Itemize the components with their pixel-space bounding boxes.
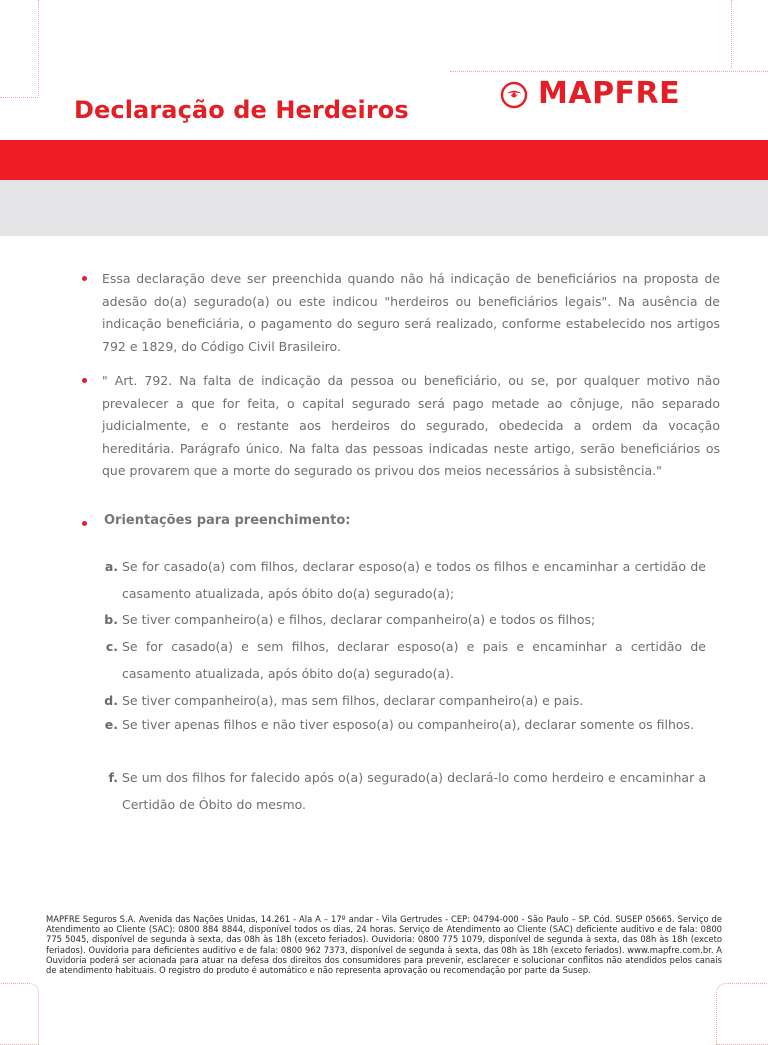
header-grey-band — [0, 180, 768, 236]
instruction-text: Se tiver companheiro(a) e filhos, declarar companheiro(a) e todos os filhos; — [122, 612, 596, 627]
instruction-letter: f. — [108, 770, 118, 785]
instruction-text: Se tiver apenas filhos e não tiver esposo(a) ou companheiro(a), declarar somente os filhos. — [122, 717, 695, 732]
instruction-letter: c. — [105, 639, 118, 654]
instruction-item-b — [96, 607, 706, 634]
instructions-title: Orientações para preenchimento: — [104, 513, 351, 528]
instruction-text: Se um dos filhos for falecido após o(a) segurado(a) declará-lo como herdeiro e encaminhar a Certidão de Óbito do mesmo. — [122, 770, 706, 812]
legal-footer: MAPFRE Seguros S.A. Avenida das Nações Unidas, 14.261 - Ala A – 17º andar - Vila Gertrudes - CEP: 04794-000 - São Paulo – SP. Cód. SUSEP 05665. Serviço de Atendimento ao Cliente (SAC): 0800 884 8844, disponível todos os dias, 24 horas. Serviço de Atendimento ao Cliente (SAC) deficiente auditivo e de fala: 0800 775 5045, disponível de segunda à sexta, das 08h às 18h (exceto feriados). Ouvidoria: 0800 775 1079, disponível de segunda à sexta, das 08h às 18h (exceto feriados). Ouvidoria para deficientes auditivo e de fala: 0800 962 7373, disponível de segunda à sexta, das 08h às 18h (exceto feriados). www.mapfre.com.br. A Ouvidoria poderá ser acionada para atuar na defesa dos direitos dos consumidores para prevenir, esclarecer e solucionar conflitos não atendidos pelos canais de atendimento habituais. O registro do produto é automático e não representa aprovação ou recomendação por parte da Susep. — [46, 914, 722, 976]
guide-corner-bottom-left — [0, 983, 39, 1045]
bullet-dot — [82, 276, 87, 281]
instruction-letter: a. — [104, 559, 118, 574]
instruction-item-d — [96, 688, 706, 715]
instruction-text: Se for casado(a) e sem filhos, declarar esposo(a) e pais e encaminhar a certidão de casamento atualizada, após óbito do(a) segurado(a). — [122, 639, 706, 681]
guide-line-top — [0, 97, 38, 98]
instruction-item-f — [96, 765, 706, 818]
guide-line-left — [38, 0, 39, 96]
instruction-item-c — [96, 634, 706, 687]
bullet-dot — [82, 378, 87, 383]
brand-logo — [500, 78, 725, 112]
article-quote-paragraph: " Art. 792. Na falta de indicação da pessoa ou beneficiário, ou se, por qualquer motivo não prevalecer a que for feita, o capital segurado será pago metade ao cônjuge, não separado judicialmente, e o restante aos herdeiros do segurado, obedecida a ordem da vocação hereditária. Parágrafo único. Na falta das pessoas indicadas neste artigo, serão beneficiários os que provarem que a morte do segurado os privou dos meios necessários à subsistência." — [102, 373, 720, 478]
guide-corner-bottom-right — [716, 983, 768, 1045]
instruction-letter: d. — [104, 693, 118, 708]
instruction-letter: b. — [104, 612, 118, 627]
bullet-dot — [82, 521, 87, 526]
mapfre-emblem-icon — [500, 81, 528, 109]
header-red-band — [0, 140, 768, 180]
guide-line-right — [731, 0, 732, 68]
instruction-item-e — [96, 712, 706, 739]
instruction-letter: e. — [104, 717, 118, 732]
instruction-text: Se for casado(a) com filhos, declarar esposo(a) e todos os filhos e encaminhar a certidão de casamento atualizada, após óbito do(a) segurado(a); — [122, 559, 706, 601]
brand-name: MAPFRE — [538, 76, 681, 111]
document-title: Declaração de Herdeiros — [74, 96, 409, 124]
instruction-item-a — [96, 554, 706, 607]
guide-line-header — [450, 71, 768, 72]
intro-paragraph: Essa declaração deve ser preenchida quando não há indicação de beneficiários na proposta de adesão do(a) segurado(a) ou este indicou "herdeiros ou beneficiários legais". Na ausência de indicação beneficiária, o pagamento do seguro será realizado, conforme estabelecido nos artigos 792 e 1829, do Código Civil Brasileiro. — [102, 271, 720, 354]
instruction-text: Se tiver companheiro(a), mas sem filhos, declarar companheiro(a) e pais. — [122, 693, 584, 708]
